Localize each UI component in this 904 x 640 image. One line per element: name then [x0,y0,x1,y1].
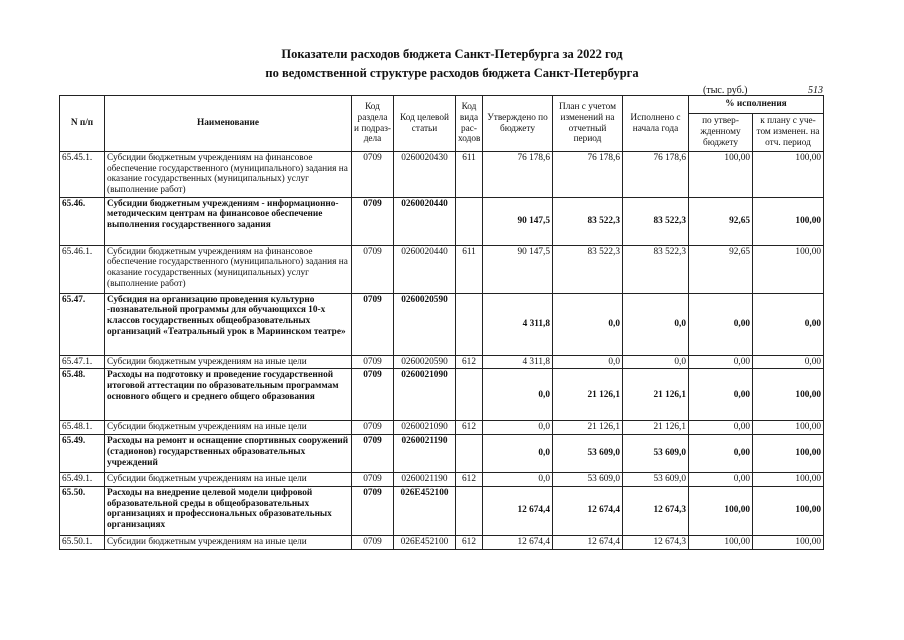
cell-name: Расходы на ремонт и оснащение спортивных сооружений (стадионов) государственных образовательных учреждений [105,435,352,473]
cell-pct-plan: 100,00 [753,473,824,487]
cell-plan: 83 522,3 [553,245,623,293]
table-row [60,535,824,549]
cell-pct-plan: 0,00 [753,355,824,369]
document-title: Показатели расходов бюджета Санкт-Петербурга за 2022 год [281,47,623,61]
cell-pct-plan: 0,00 [753,293,824,355]
cell-num: 65.50.1. [60,535,105,549]
cell-name: Субсидии бюджетным учреждениям на иные цели [105,473,352,487]
cell-executed: 21 126,1 [623,369,689,421]
cell-executed: 21 126,1 [623,421,689,435]
cell-vr: 612 [456,355,483,369]
cell-pct-budget: 0,00 [689,293,753,355]
cell-plan: 21 126,1 [553,369,623,421]
cell-pct-budget: 92,65 [689,245,753,293]
cell-vr: 612 [456,421,483,435]
header-vr: Код вида рас- ходов [456,96,483,152]
cell-num: 65.49. [60,435,105,473]
cell-razdel: 0709 [352,486,394,535]
cell-cs: 0260021190 [394,473,456,487]
cell-vr: 611 [456,245,483,293]
header-pct-group: % исполнения [689,96,824,114]
cell-plan: 12 674,4 [553,535,623,549]
header-executed: Исполнено с начала года [623,96,689,152]
header-razdel: Код раздела и подраз- дела [352,96,394,152]
cell-name: Субсидии бюджетным учреждениям на финансовое обеспечение государственного (муниципального) задания на оказание государственных (муниципальных) услуг (выполнение работ) [105,152,352,198]
cell-approved: 4 311,8 [483,293,553,355]
cell-vr [456,486,483,535]
cell-razdel: 0709 [352,421,394,435]
cell-name: Субсидия на организацию проведения культурно -познавательной программы для обучающихся 10-х классов государственных общеобразовательных организаций «Театральный урок в Мариинском театре» [105,293,352,355]
cell-num: 65.48.1. [60,421,105,435]
cell-executed: 0,0 [623,293,689,355]
cell-vr [456,293,483,355]
cell-vr: 612 [456,473,483,487]
cell-cs: 0260020430 [394,152,456,198]
header-pct-budget: по утвер- жденному бюджету [689,114,753,152]
cell-pct-budget: 100,00 [689,486,753,535]
cell-razdel: 0709 [352,197,394,245]
cell-num: 65.49.1. [60,473,105,487]
cell-cs: 0260020590 [394,293,456,355]
cell-name: Субсидии бюджетным учреждениям на иные цели [105,535,352,549]
document-subtitle: по ведомственной структуре расходов бюджета Санкт-Петербурга [265,66,639,80]
cell-num: 65.47. [60,293,105,355]
cell-cs: 0260021090 [394,421,456,435]
cell-approved: 90 147,5 [483,245,553,293]
cell-num: 65.46.1. [60,245,105,293]
cell-plan: 53 609,0 [553,435,623,473]
cell-approved: 0,0 [483,369,553,421]
header-plan: План с учетом изменений на отчетный период [553,96,623,152]
cell-pct-budget: 0,00 [689,369,753,421]
cell-executed: 53 609,0 [623,473,689,487]
cell-name: Субсидии бюджетным учреждениям на финансовое обеспечение государственного (муниципального) задания на оказание государственных (муниципальных) услуг (выполнение работ) [105,245,352,293]
cell-executed: 0,0 [623,355,689,369]
header-num: N п/п [60,96,105,152]
cell-name: Субсидии бюджетным учреждениям на иные цели [105,355,352,369]
cell-pct-plan: 100,00 [753,369,824,421]
cell-name: Субсидии бюджетным учреждениям на иные цели [105,421,352,435]
cell-razdel: 0709 [352,152,394,198]
table-row [60,435,824,473]
table-body [60,152,824,550]
cell-vr: 611 [456,152,483,198]
cell-executed: 53 609,0 [623,435,689,473]
cell-cs: 0260021190 [394,435,456,473]
cell-approved: 76 178,6 [483,152,553,198]
cell-plan: 76 178,6 [553,152,623,198]
cell-pct-budget: 100,00 [689,152,753,198]
header-approved: Утверждено по бюджету [483,96,553,152]
cell-razdel: 0709 [352,473,394,487]
cell-executed: 12 674,3 [623,535,689,549]
cell-razdel: 0709 [352,355,394,369]
cell-name: Субсидии бюджетным учреждениям - информационно-методическим центрам на финансовое обеспечение выполнения государственного задания [105,197,352,245]
cell-plan: 12 674,4 [553,486,623,535]
budget-table [59,95,824,550]
header-pct-plan: к плану с уче- том изменен. на отч. период [753,114,824,152]
cell-approved: 12 674,4 [483,486,553,535]
page-number: 513 [808,85,823,96]
cell-cs: 026E452100 [394,535,456,549]
cell-razdel: 0709 [352,293,394,355]
cell-approved: 4 311,8 [483,355,553,369]
cell-executed: 83 522,3 [623,245,689,293]
cell-cs: 026E452100 [394,486,456,535]
cell-pct-budget: 100,00 [689,535,753,549]
cell-pct-budget: 0,00 [689,435,753,473]
cell-pct-plan: 100,00 [753,152,824,198]
table-row [60,486,824,535]
cell-plan: 53 609,0 [553,473,623,487]
cell-approved: 12 674,4 [483,535,553,549]
cell-approved: 90 147,5 [483,197,553,245]
table-row [60,421,824,435]
cell-cs: 0260020440 [394,245,456,293]
cell-razdel: 0709 [352,435,394,473]
cell-num: 65.48. [60,369,105,421]
cell-num: 65.46. [60,197,105,245]
cell-approved: 0,0 [483,435,553,473]
header-cs: Код целевой статьи [394,96,456,152]
table-row [60,152,824,198]
cell-num: 65.47.1. [60,355,105,369]
cell-plan: 83 522,3 [553,197,623,245]
table-row [60,369,824,421]
header-name: Наименование [105,96,352,152]
cell-pct-plan: 100,00 [753,486,824,535]
cell-pct-plan: 100,00 [753,435,824,473]
cell-num: 65.45.1. [60,152,105,198]
cell-approved: 0,0 [483,421,553,435]
table-row [60,293,824,355]
cell-pct-plan: 100,00 [753,245,824,293]
cell-plan: 0,0 [553,293,623,355]
cell-plan: 21 126,1 [553,421,623,435]
cell-pct-plan: 100,00 [753,197,824,245]
table-row [60,197,824,245]
cell-approved: 0,0 [483,473,553,487]
cell-cs: 0260020590 [394,355,456,369]
cell-num: 65.50. [60,486,105,535]
cell-vr [456,197,483,245]
cell-pct-plan: 100,00 [753,421,824,435]
cell-vr [456,435,483,473]
units-label: (тыс. руб.) [703,85,748,96]
cell-pct-budget: 0,00 [689,355,753,369]
cell-cs: 0260021090 [394,369,456,421]
cell-vr [456,369,483,421]
cell-name: Расходы на подготовку и проведение государственной итоговой аттестации по образовательным программам основного общего и среднего общего образования [105,369,352,421]
table-row [60,355,824,369]
cell-vr: 612 [456,535,483,549]
cell-executed: 76 178,6 [623,152,689,198]
cell-cs: 0260020440 [394,197,456,245]
cell-razdel: 0709 [352,535,394,549]
cell-executed: 83 522,3 [623,197,689,245]
table-row [60,473,824,487]
cell-executed: 12 674,3 [623,486,689,535]
table-row [60,245,824,293]
cell-razdel: 0709 [352,369,394,421]
cell-pct-budget: 0,00 [689,421,753,435]
cell-pct-budget: 92,65 [689,197,753,245]
cell-pct-budget: 0,00 [689,473,753,487]
cell-pct-plan: 100,00 [753,535,824,549]
cell-plan: 0,0 [553,355,623,369]
cell-razdel: 0709 [352,245,394,293]
cell-name: Расходы на внедрение целевой модели цифровой образовательной среды в общеобразовательных организациях и профессиональных образовательных организациях [105,486,352,535]
